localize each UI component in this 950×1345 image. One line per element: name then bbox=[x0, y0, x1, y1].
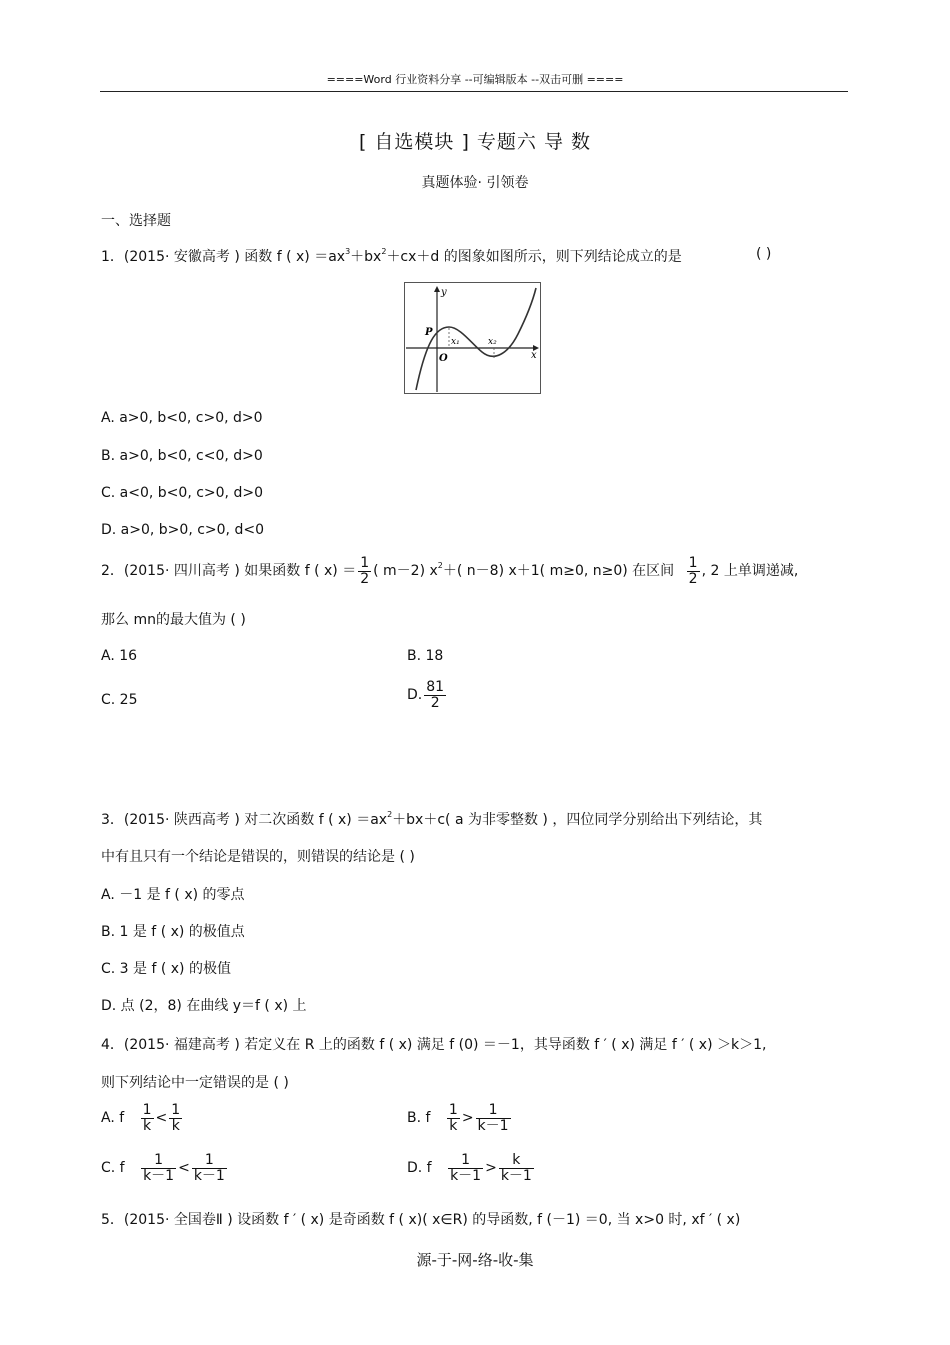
option-fraction bbox=[192, 1153, 227, 1183]
y-axis-label: y bbox=[441, 287, 447, 298]
section-heading: 一、选择题 bbox=[101, 213, 171, 229]
frac-num: 1 bbox=[142, 1102, 152, 1118]
option-fraction bbox=[499, 1153, 534, 1183]
option-fraction bbox=[141, 1153, 176, 1183]
comparison-sign: < bbox=[155, 1110, 168, 1127]
q1-option-c: C. a<0, b<0, c>0, d>0 bbox=[101, 485, 263, 501]
frac-den: 2 bbox=[430, 694, 440, 711]
frac-den: k－1 bbox=[143, 1167, 175, 1184]
frac-num: 1 bbox=[448, 1153, 483, 1169]
q2-stem bbox=[101, 556, 798, 586]
option-label: A. f bbox=[101, 1110, 125, 1127]
frac-den: k bbox=[143, 1117, 152, 1134]
point-p-label: P bbox=[425, 327, 433, 338]
frac-den: k－1 bbox=[450, 1167, 482, 1184]
frac-num: 1 bbox=[141, 1153, 176, 1169]
origin-label: O bbox=[439, 353, 448, 364]
q1-option-d: D. a>0, b>0, c>0, d<0 bbox=[101, 522, 264, 538]
option-fraction bbox=[448, 1153, 483, 1183]
option-label: D. bbox=[407, 687, 423, 704]
q2-stem-part: 2．(2015· 四川高考 ) 如果函数 f ( x) ＝ bbox=[101, 563, 357, 580]
frac-num: 1 bbox=[360, 555, 370, 571]
q1-stem-part: ＋bx bbox=[350, 249, 382, 265]
header-rule bbox=[100, 91, 848, 92]
q2-stem-part: ＋( n－8) x＋1( m≥0, n≥0) 在区间 bbox=[442, 563, 675, 580]
q5-stem: 5．(2015· 全国卷Ⅱ ) 设函数 f ′ ( x) 是奇函数 f ( x)( x∈R) 的导函数, f (－1) ＝0, 当 x>0 时, xf ′ ( x) bbox=[101, 1212, 741, 1228]
q2-option-a: A. 16 bbox=[101, 648, 138, 664]
q2-option-d bbox=[407, 680, 448, 710]
q3-option-b: B. 1 是 f ( x) 的极值点 bbox=[101, 924, 245, 940]
q4-option-c bbox=[101, 1153, 229, 1183]
frac-den: k－1 bbox=[193, 1167, 225, 1184]
option-fraction bbox=[169, 1103, 182, 1133]
page-header: ====Word 行业资料分享 --可编辑版本 --双击可删 ==== bbox=[326, 73, 624, 86]
graph-frame bbox=[405, 283, 541, 394]
q1-option-a: A. a>0, b<0, c>0, d>0 bbox=[101, 410, 263, 426]
option-fraction bbox=[141, 1103, 154, 1133]
option-label: D. f bbox=[407, 1160, 432, 1177]
q2-half-fraction bbox=[358, 556, 371, 586]
page-title: [ 自选模块 ] 专题六 导 数 bbox=[358, 131, 592, 153]
option-label: B. f bbox=[407, 1110, 431, 1127]
q3-option-a: A. －1 是 f ( x) 的零点 bbox=[101, 887, 245, 903]
q3-stem-part: 3．(2015· 陕西高考 ) 对二次函数 f ( x) ＝ax bbox=[101, 812, 388, 828]
q1-answer-paren: ( ) bbox=[756, 246, 772, 262]
frac-den: k－1 bbox=[500, 1167, 532, 1184]
frac-num: k bbox=[499, 1153, 534, 1169]
option-fraction bbox=[476, 1103, 511, 1133]
frac-num: 81 bbox=[426, 679, 445, 695]
frac-num: 1 bbox=[171, 1102, 181, 1118]
q4-stem: 4．(2015· 福建高考 ) 若定义在 R 上的函数 f ( x) 满足 f (0) ＝－1，其导函数 f ′ ( x) 满足 f ′ ( x) ＞k＞1, bbox=[101, 1037, 767, 1053]
q1-stem-part: 1．(2015· 安徽高考 ) 函数 f ( x) ＝ax bbox=[101, 249, 346, 265]
frac-den: k bbox=[449, 1117, 458, 1134]
q1-exp: 2 bbox=[381, 247, 387, 256]
comparison-sign: > bbox=[461, 1110, 474, 1127]
q2-d-fraction bbox=[424, 680, 446, 710]
q3-option-c: C. 3 是 f ( x) 的极值 bbox=[101, 961, 231, 977]
x1-label: x₁ bbox=[451, 337, 460, 347]
frac-den: 2 bbox=[360, 570, 370, 587]
option-label: C. f bbox=[101, 1160, 125, 1177]
page-subtitle: 真题体验· 引领卷 bbox=[421, 175, 529, 191]
frac-den: 2 bbox=[688, 570, 698, 587]
q1-function-graph bbox=[404, 282, 541, 394]
q1-option-b: B. a>0, b<0, c<0, d>0 bbox=[101, 448, 263, 464]
x2-label: x₂ bbox=[488, 337, 497, 347]
q3-stem bbox=[101, 809, 762, 829]
frac-den: k bbox=[171, 1117, 180, 1134]
frac-num: 1 bbox=[448, 1102, 458, 1118]
frac-num: 1 bbox=[688, 555, 698, 571]
q3-stem-line2: 中有且只有一个结论是错误的，则错误的结论是 ( ) bbox=[101, 849, 415, 865]
frac-den: k－1 bbox=[477, 1117, 509, 1134]
comparison-sign: > bbox=[485, 1160, 497, 1177]
q3-option-d: D. 点 (2，8) 在曲线 y＝f ( x) 上 bbox=[101, 998, 307, 1014]
q2-interval-fraction bbox=[687, 556, 700, 586]
q4-stem-line2: 则下列结论中一定错误的是 ( ) bbox=[101, 1075, 289, 1091]
q2-stem-line2: 那么 mn的最大值为 ( ) bbox=[101, 612, 246, 628]
q3-stem-part: ＋bx＋c( a 为非零整数 ) ，四位同学分别给出下列结论，其 bbox=[392, 812, 763, 828]
frac-num: 1 bbox=[192, 1153, 227, 1169]
q4-option-d bbox=[407, 1153, 536, 1183]
page-footer: 源-于-网-络-收-集 bbox=[416, 1251, 534, 1269]
q2-stem-part: ( m－2) x bbox=[373, 563, 438, 580]
option-fraction bbox=[447, 1103, 460, 1133]
frac-num: 1 bbox=[476, 1103, 511, 1119]
q4-option-b bbox=[407, 1103, 513, 1133]
x-axis-label: x bbox=[531, 350, 537, 361]
q1-exp: 3 bbox=[345, 247, 351, 256]
comparison-sign: < bbox=[178, 1160, 190, 1177]
q1-stem bbox=[101, 246, 682, 266]
q1-stem-part: ＋cx＋d 的图象如图所示，则下列结论成立的是 bbox=[386, 249, 682, 265]
q2-stem-part: , 2 上单调递减, bbox=[701, 563, 799, 580]
q4-option-a bbox=[101, 1103, 184, 1133]
q2-option-b: B. 18 bbox=[407, 648, 444, 664]
q3-exp: 2 bbox=[387, 810, 393, 819]
q2-exp: 2 bbox=[437, 561, 443, 571]
q2-option-c: C. 25 bbox=[101, 692, 138, 708]
